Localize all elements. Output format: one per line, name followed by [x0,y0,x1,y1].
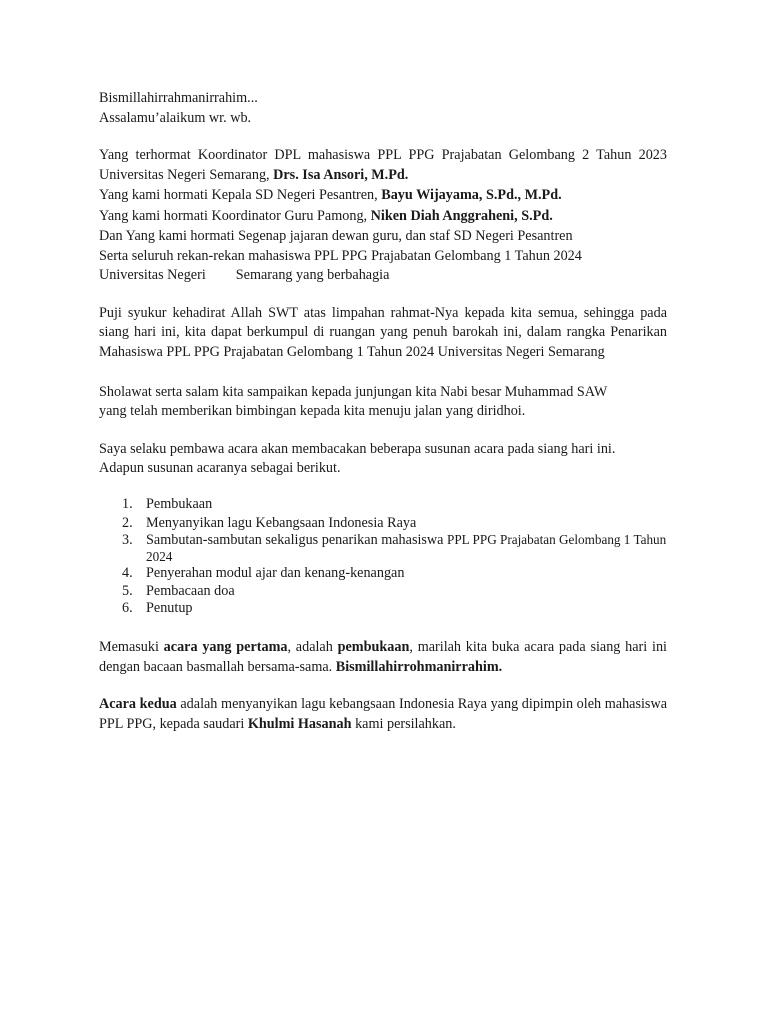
agenda-list [99,496,667,617]
greeting-mahasiswa-line2: Universitas Negeri Semarang yang berbahagia [99,267,390,283]
list-item: 4. Penyerahan modul ajar dan kenang-kenangan [122,565,405,582]
list-item: 6. Penutup [122,600,193,617]
greeting-dewan-guru: Dan Yang kami hormati Segenap jajaran dewan guru, dan staf SD Negeri Pesantren [99,228,573,244]
greeting-koordinator-dpl: Yang terhormat Koordinator DPL mahasiswa PPL PPG Prajabatan Gelombang 2 Tahun 2023 Universitas Negeri Semarang, Drs. Isa Ansori, M.Pd. [99,147,667,183]
list-item: 2. Menyanyikan lagu Kebangsaan Indonesia Raya [122,515,417,532]
paragraph-acara-kedua: Acara kedua adalah menyanyikan lagu kebangsaan Indonesia Raya yang dipimpin oleh mahasiswa PPL PPG, kepada saudari Khulmi Hasanah kami persilahkan. [99,696,667,733]
paragraph-susunan-line1: Saya selaku pembawa acara akan membacakan beberapa susunan acara pada siang hari ini. [99,440,616,457]
list-item: 1. Pembukaan [122,495,213,512]
list-item: 5. Pembacaan doa [122,582,235,599]
paragraph-sholawat-line1: Sholawat serta salam kita sampaikan kepada junjungan kita Nabi besar Muhammad SAW [99,383,608,400]
list-item: 3. Sambutan-sambutan sekaligus penarikan mahasiswa PPL PPG Prajabatan Gelombang 1 Tahun 2024 [122,532,667,564]
paragraph-susunan-line2: Adapun susunan acaranya sebagai berikut. [99,460,341,477]
greeting-name-kepala: Bayu Wijayama, S.Pd., M.Pd. [381,187,562,203]
greeting-mahasiswa-line1: Serta seluruh rekan-rekan mahasiswa PPL PPG Prajabatan Gelombang 1 Tahun 2024 [99,247,582,264]
opening-salam: Assalamu’alaikum wr. wb. [99,109,252,126]
greeting-name-dpl: Drs. Isa Ansori, M.Pd. [273,166,409,183]
paragraph-puji-syukur: Puji syukur kehadirat Allah SWT atas limpahan rahmat-Nya kepada kita semua, sehingga pada siang hari ini, kita dapat berkumpul di ruangan yang penuh barokah ini, dalam rangka Penarikan Mahasiswa PPL PPG Prajabatan Gelombang 1 Tahun 2024 Universitas Negeri Semarang [99,304,667,361]
paragraph-sholawat-line2: yang telah memberikan bimbingan kepada kita menuju jalan yang diridhoi. [99,403,526,420]
greeting-kepala-sekolah: Yang kami hormati Kepala SD Negeri Pesantren, Bayu Wijayama, S.Pd., M.Pd. [99,187,562,203]
opening-basmalah: Bismillahirrahmanirrahim... [99,90,258,106]
greeting-name-pamong: Niken Diah Anggraheni, S.Pd. [370,208,553,224]
greeting-guru-pamong: Yang kami hormati Koordinator Guru Pamong, Niken Diah Anggraheni, S.Pd. [99,208,553,224]
paragraph-acara-pertama: Memasuki acara yang pertama, adalah pembukaan, marilah kita buka acara pada siang hari ini dengan bacaan basmallah bersama-sama. Bismillahirrohmanirrahim. [99,639,667,676]
document-body [99,89,667,734]
